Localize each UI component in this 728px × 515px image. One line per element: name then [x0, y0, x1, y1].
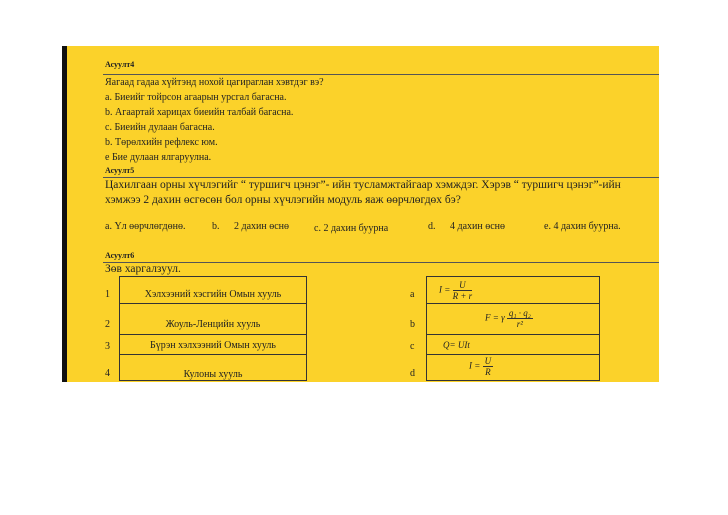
q6-row-number: 3 — [105, 341, 110, 352]
q6-instruction: Зөв харгалзуул. — [105, 263, 181, 275]
formula-d — [469, 356, 493, 377]
formula-d-lhs: I = — [469, 360, 481, 371]
q6-formula-letter: c — [410, 341, 415, 352]
q6-formula-letter: b — [410, 319, 415, 330]
q4-divider — [103, 74, 659, 75]
q4-heading: Асуулт4 — [105, 60, 135, 69]
formula-a-numerator: U — [453, 280, 473, 291]
q4-question: Яагаад гадаа хүйтэнд нохой цагираглан хэвтдэг вэ? — [105, 77, 324, 88]
q6-formula-box — [426, 276, 600, 304]
q4-option-e: e Бие дулаан ялгаруулна. — [105, 152, 212, 163]
q4-option-b: b. Агаартай харицах биеийн талбай багасна. — [105, 107, 294, 118]
q5-option-d-letter: d. — [428, 221, 436, 232]
formula-a-fraction — [453, 280, 473, 301]
q5-option-b: 2 дахин өснө — [234, 221, 290, 232]
formula-d-denominator: R — [485, 367, 491, 377]
formula-b — [485, 308, 533, 329]
q4-option-b2: b. Төрөлхийн рефлекс юм. — [105, 137, 218, 148]
q6-divider — [103, 262, 659, 263]
q5-question-line2: хэмжээ 2 дахин өсгөсөн бол орны хүчлэгийн модуль яаж өөрчлөгдөх бэ? — [105, 194, 461, 206]
q6-law-label: Жоуль-Ленцийн хууль — [165, 319, 261, 330]
formula-d-numerator: U — [484, 356, 492, 366]
q5-option-b-letter: b. — [212, 221, 220, 232]
q5-question-line1: Цахилгаан орны хүчлэгийг “ туршигч цэнэг”- ийн тусламжтайгаар хэмждэг. Хэрэв “ туршигч цэнэг”-ийн — [105, 179, 621, 191]
left-margin-bar — [62, 46, 67, 382]
q5-option-c: c. 2 дахин буурна — [314, 223, 389, 234]
formula-b-denominator: r² — [516, 319, 523, 329]
q6-law-box — [119, 334, 307, 355]
q6-formula-letter: a — [410, 289, 415, 300]
formula-a-lhs: I = — [439, 284, 451, 295]
q6-law-label: Бүрэн хэлхээний Омын хууль — [150, 340, 276, 351]
formula-c: Q= UIt — [443, 340, 470, 350]
formula-d-fraction — [483, 356, 494, 377]
q4-option-c: c. Биеийн дулаан багасна. — [105, 122, 215, 133]
q5-divider — [103, 177, 659, 178]
formula-b-fraction — [507, 308, 533, 329]
formula-a-denominator: R + r — [452, 291, 473, 301]
formula-a — [439, 280, 472, 301]
q5-option-d: 4 дахин өснө — [450, 221, 506, 232]
q6-law-label: Хэлхээний хэсгийн Омын хууль — [144, 289, 282, 300]
q6-row-number: 1 — [105, 289, 110, 300]
q5-option-e: e. 4 дахин буурна. — [544, 221, 621, 232]
formula-b-lhs: F = γ — [485, 312, 505, 323]
q6-law-box — [119, 276, 307, 304]
q5-option-a: a. Үл өөрчлөгдөнө. — [105, 221, 186, 232]
q4-option-a: a. Биеийг тойрсон агаарын урсгал багасна. — [105, 92, 287, 103]
q6-law-label: Кулоны хууль — [183, 369, 243, 380]
q6-formula-letter: d — [410, 368, 415, 379]
q6-row-number: 2 — [105, 319, 110, 330]
q6-heading: Асуулт6 — [105, 251, 135, 260]
q6-law-box — [119, 354, 307, 381]
formula-b-numerator: q₁ · q₂ — [508, 308, 531, 318]
q6-formula-box — [426, 334, 600, 355]
q6-formula-box — [426, 303, 600, 335]
q6-law-box — [119, 303, 307, 335]
q6-formula-box — [426, 354, 600, 381]
q6-row-number: 4 — [105, 368, 110, 379]
q5-heading: Асуулт5 — [105, 166, 135, 175]
